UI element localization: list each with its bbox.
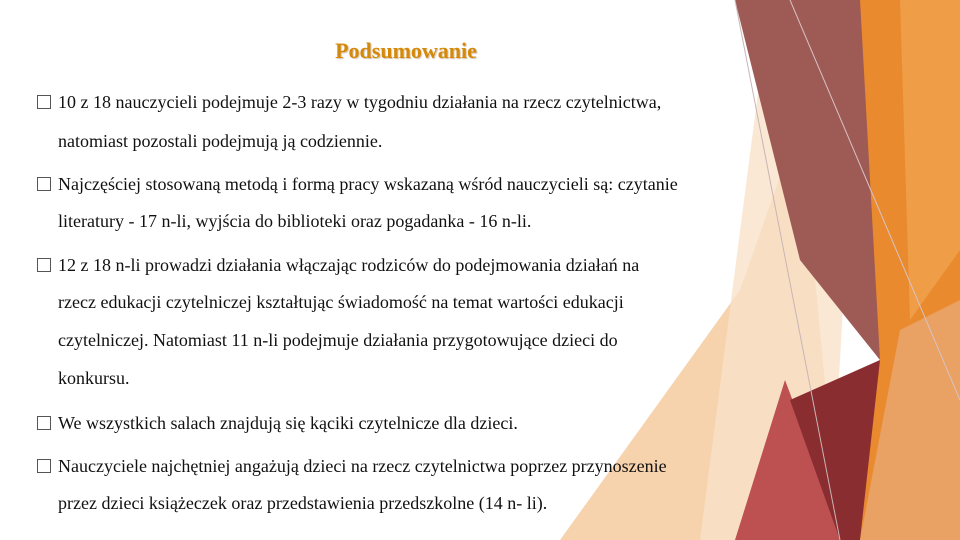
bullet-3-line-1: 12 z 18 n-li prowadzi działania włączając rodziców do podejmowania działań na [58, 255, 640, 275]
checkbox-bullet-icon [37, 459, 51, 473]
bullet-5-line-2: przez dzieci książeczek oraz przedstawienia przedszkolne (14 n- li). [58, 493, 548, 513]
checkbox-bullet-icon [37, 258, 51, 272]
bullet-3-line-4: konkursu. [58, 368, 130, 388]
bullet-5-line-1: Nauczyciele najchętniej angażują dzieci na rzecz czytelnictwa poprzez przynoszenie [58, 456, 667, 476]
bullet-2-line-2: literatury - 17 n-li, wyjścia do biblioteki oraz pogadanka - 16 n-li. [58, 211, 532, 231]
checkbox-bullet-icon [37, 177, 51, 191]
bullet-2-line-1: Najczęściej stosowaną metodą i formą pracy wskazaną wśród nauczycieli są: czytanie [58, 174, 678, 194]
bullet-1-line-1: 10 z 18 nauczycieli podejmuje 2-3 razy w tygodniu działania na rzecz czytelnictwa, [58, 92, 662, 112]
slide-title: Podsumowanie [335, 38, 477, 63]
bullet-3-line-3: czytelniczej. Natomiast 11 n-li podejmuje działania przygotowujące dzieci do [58, 330, 618, 350]
checkbox-bullet-icon [37, 95, 51, 109]
bullet-3-line-2: rzecz edukacji czytelniczej kształtując świadomość na temat wartości edukacji [58, 292, 624, 312]
bullet-4-line-1: We wszystkich salach znajdują się kąciki czytelnicze dla dzieci. [58, 413, 518, 433]
bullet-1-line-2: natomiast pozostali podejmują ją codziennie. [58, 131, 383, 151]
checkbox-bullet-icon [37, 416, 51, 430]
